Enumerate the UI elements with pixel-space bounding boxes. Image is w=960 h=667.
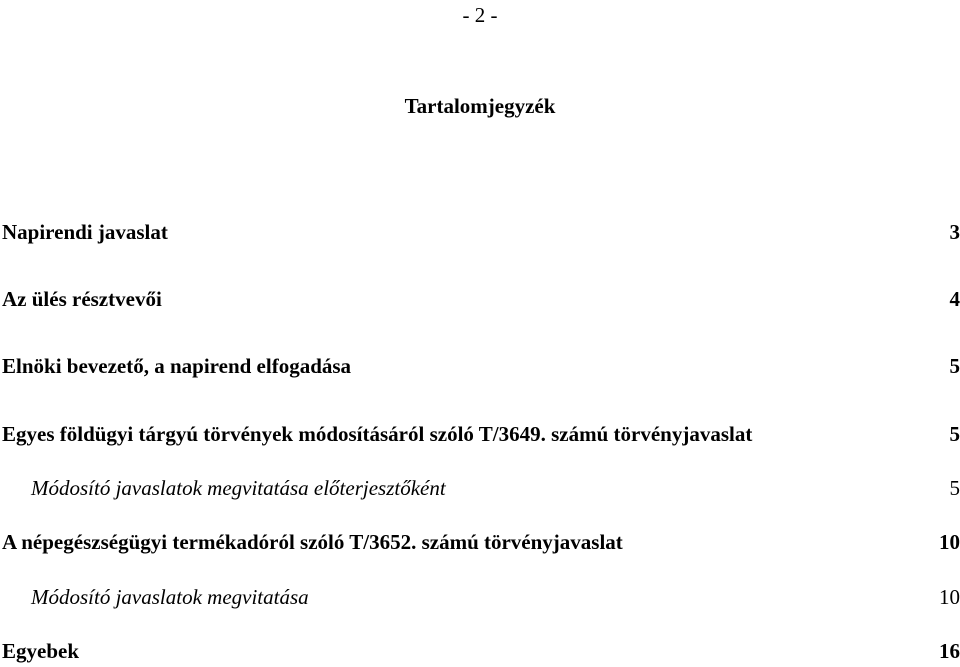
toc-entry-label: Napirendi javaslat [2,220,168,244]
toc-entry-page: 5 [949,354,960,378]
toc-entry-page: 10 [939,530,960,554]
toc-entry-label: Egyebek [2,639,80,663]
toc-entry-page: 5 [949,476,960,500]
toc-entry-page: 5 [949,422,960,446]
toc-entry-page: 10 [939,585,960,609]
toc-title: Tartalomjegyzék [404,94,556,118]
toc-entry-label: Módosító javaslatok megvitatása [31,585,309,609]
toc-entry-label: Egyes földügyi tárgyú törvények módosításáról szóló T/3649. számú törvényjavaslat [2,422,753,446]
toc-entry-resztvevok[interactable] [0,285,960,313]
toc-subentry-modosito-eloterjeszto[interactable] [0,474,960,502]
toc-entry-label: A népegészségügyi termékadóról szóló T/3652. számú törvényjavaslat [2,530,623,554]
toc-entry-page: 16 [939,639,960,663]
toc-subentry-modosito[interactable] [0,583,960,611]
toc-entry-elnoki-bevezeto[interactable] [0,352,960,380]
toc-entry-label: Az ülés résztvevői [2,287,162,311]
toc-entry-page: 3 [949,220,960,244]
toc-entry-napirendi-javaslat[interactable] [0,218,960,246]
toc-entry-t3649[interactable] [0,420,960,448]
toc-entry-label: Elnöki bevezető, a napirend elfogadása [2,354,352,378]
toc-entry-t3652[interactable] [0,528,960,556]
toc-entry-label: Módosító javaslatok megvitatása előterjesztőként [31,476,446,500]
toc-entry-egyebek[interactable] [0,637,960,665]
toc-entry-page: 4 [949,287,960,311]
page-number: - 2 - [462,3,498,27]
